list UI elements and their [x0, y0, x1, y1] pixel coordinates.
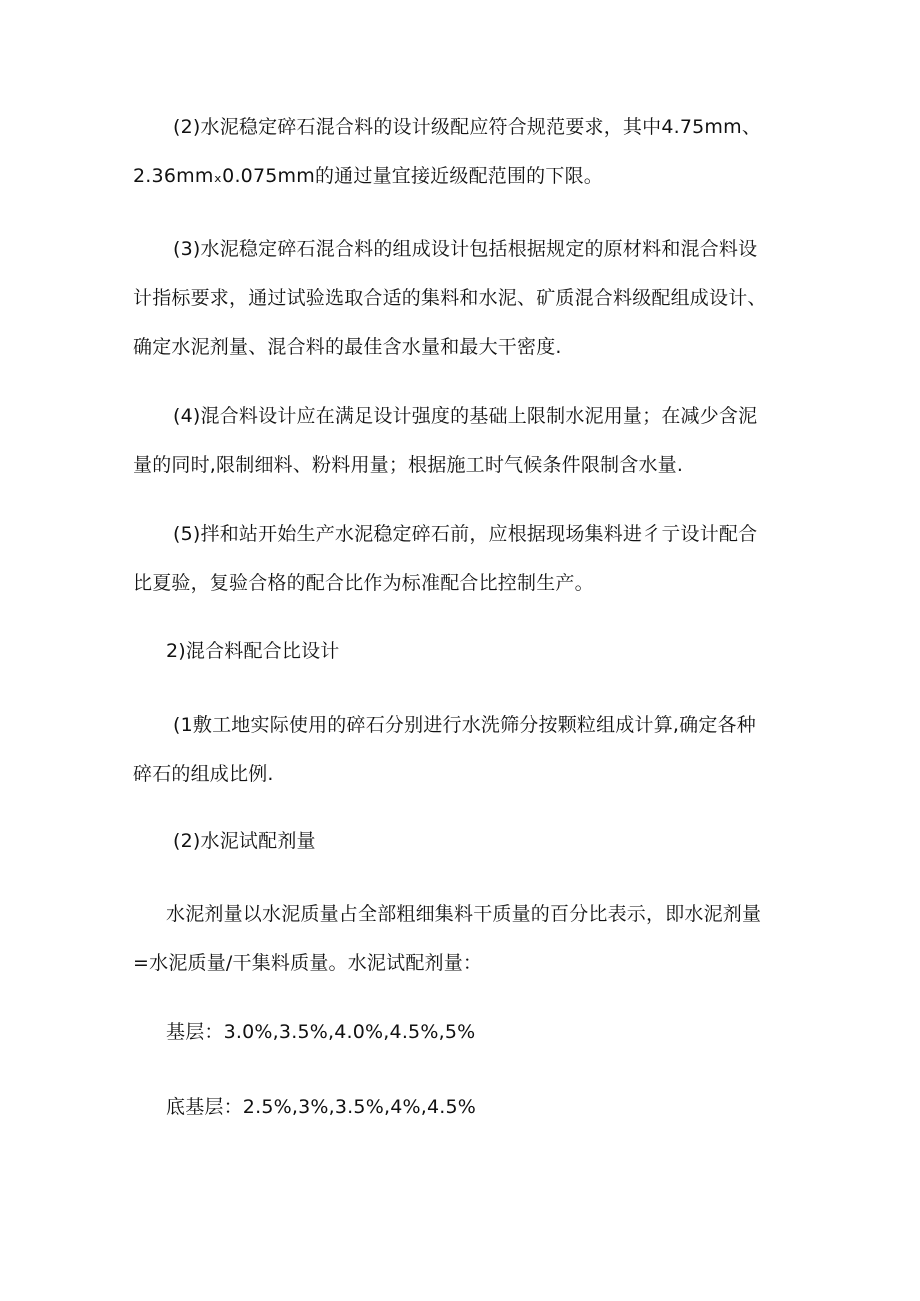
text-line: 2.36mmₓ0.075mm的通过量宜接近级配范围的下限。 — [133, 165, 603, 187]
paragraph-mixing-station — [133, 510, 793, 608]
text-line: 碎石的组成比例. — [133, 763, 274, 785]
paragraph-gravel-screening — [133, 701, 793, 799]
text-line: 量的同时,限制细料、粉料用量；根据施工时气候条件限制含水量. — [133, 454, 684, 476]
text-line: (4)混合料设计应在满足设计强度的基础上限制水泥用量；在减少含泥 — [173, 405, 758, 427]
paragraph-cement-dosage-definition — [133, 890, 793, 988]
text-line: 计指标要求，通过试验选取合适的集料和水泥、矿质混合料级配组成设计、 — [133, 287, 767, 309]
base-layer-dosages — [133, 1008, 793, 1057]
subheading-cement-trial-dosage — [133, 817, 793, 866]
paragraph-composition-design — [133, 225, 793, 372]
text-line: 水泥剂量以水泥质量占全部粗细集料干质量的百分比表示，即水泥剂量 — [166, 903, 762, 925]
text-line: =水泥质量/干集料质量。水泥试配剂量： — [133, 952, 483, 974]
text-line: 基层：3.0%,3.5%,4.0%,4.5%,5% — [166, 1021, 476, 1043]
text-line: 底基层：2.5%,3%,3.5%,4%,4.5% — [166, 1096, 477, 1118]
text-line: (3)水泥稳定碎石混合料的组成设计包括根据规定的原材料和混合料设 — [173, 238, 758, 260]
text-line: (5)拌和站开始生产水泥稳定碎石前，应根据现场集料进彳亍设计配合 — [173, 523, 758, 545]
text-line: 确定水泥剂量、混合料的最佳含水量和最大干密度. — [133, 336, 562, 358]
text-line: 2)混合料配合比设计 — [166, 640, 340, 662]
section-heading-mix-design — [133, 627, 793, 676]
paragraph-gradation-requirement — [133, 103, 793, 201]
text-line: 比夏验，复验合格的配合比作为标准配合比控制生产。 — [133, 572, 594, 594]
text-line: (1敷工地实际使用的碎石分别进行水洗筛分按颗粒组成计算,确定各种 — [173, 714, 756, 736]
text-line: (2)水泥稳定碎石混合料的设计级配应符合规范要求，其中4.75mm、 — [173, 116, 762, 138]
subbase-layer-dosages — [133, 1083, 793, 1132]
paragraph-cement-limit — [133, 392, 793, 490]
text-line: (2)水泥试配剂量 — [173, 830, 316, 852]
